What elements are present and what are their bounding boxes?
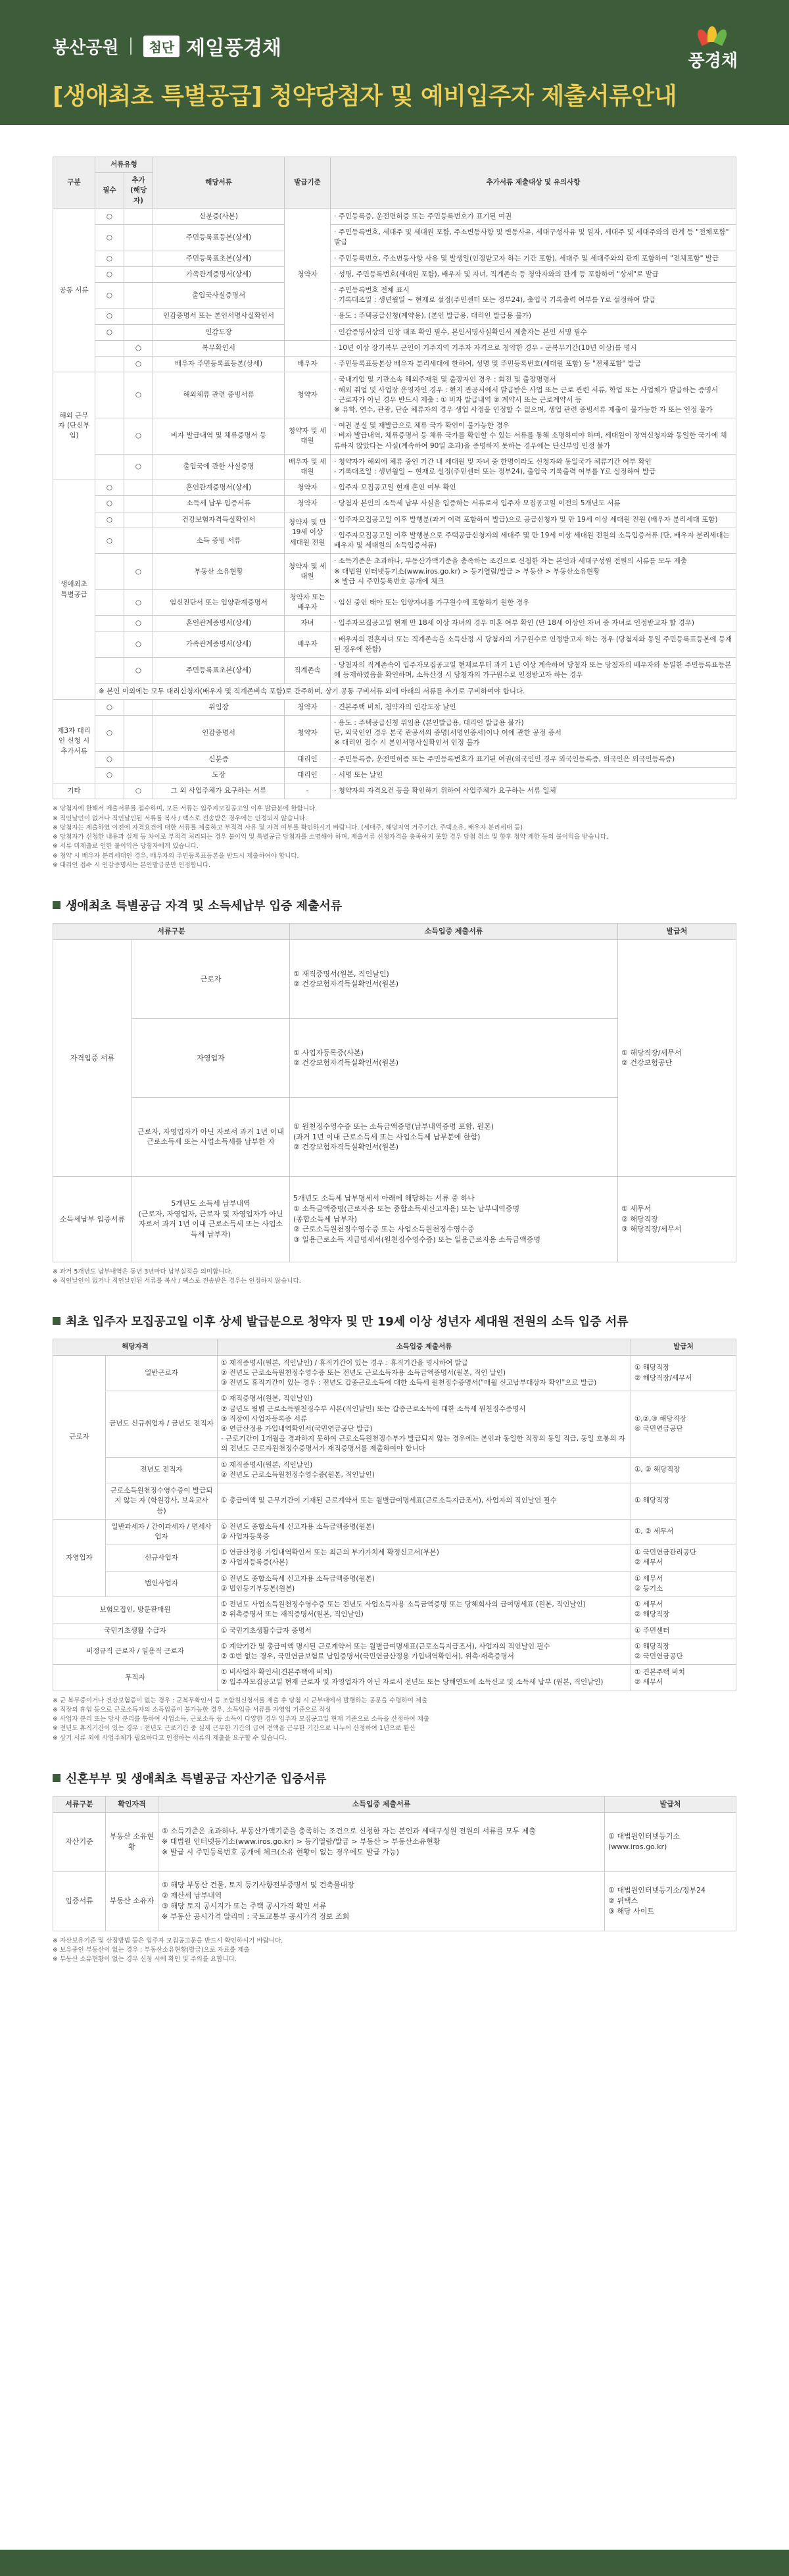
required-docs: ① 국민기초생활수급자 증명서 xyxy=(218,1623,631,1639)
table-row xyxy=(53,554,736,590)
mandatory-mark xyxy=(95,783,124,799)
th4-docs: 소득입증 제출서류 xyxy=(158,1796,605,1812)
mandatory-mark xyxy=(95,418,124,455)
th-type: 서류유형 xyxy=(95,157,153,173)
mandatory-mark xyxy=(95,632,124,657)
required-docs: ① 재직증명서(원본, 직인날인) ② 금년도 월별 근로소득원천징수부 사본(직인날인) 또는 갑종근로소득에 대한 소득세 원천징수증명서 ③ 직장에 사업자등록증 서류 ④ 연금산정용 가입내역확인서(국민연금공단 발급) - 근로기간이 1개월을 경과하지 못하여 근로소득원천징수부가 발급되지 않는 경우에는 본인과 동일한 직장의 동일 직급, 동일 호봉의 자의 전년도 근로자원천징수증명서가 재직증명서를 제출하여야 합니다 xyxy=(218,1391,631,1457)
document-name: 혼인관계증명서(상세) xyxy=(153,616,285,632)
th-issuer: 발급기준 xyxy=(285,157,331,209)
document-name: 비자 발급내역 및 체류증명서 등 xyxy=(153,418,285,455)
issuer: ① 주민센터 xyxy=(631,1623,736,1639)
table-row xyxy=(53,1871,736,1931)
table-row xyxy=(53,658,736,683)
required-docs: ① 해당 부동산 건물, 토지 등기사항전부증명서 및 건축물대장 ② 재산세 납부내역 ③ 해당 토지 공시지가 또는 주택 공시가격 확인 서류 ※ 부동산 공시가격 알리미 : 국토교통부 공시가격 정보 조회 xyxy=(158,1871,605,1931)
mandatory-mark: ○ xyxy=(95,699,124,715)
mandatory-mark xyxy=(95,454,124,480)
required-docs: ① 소득기준은 초과하나, 부동산가액기준을 충족하는 조건으로 신청한 자는 본인과 세대구성원 전원의 서류를 모두 제출 ※ 대법원 인터넷등기소(www.iros.go.kr) > 등기열람/발급 > 부동산 > 부동산소유현황 ※ 발급 시 주민등록번호 공개에 체크(소유 현황이 없는 경우에도 발급 가능) xyxy=(158,1812,605,1871)
issuer: ① 견본주택 비치 ② 세무서 xyxy=(631,1665,736,1691)
requirement-note: · 10년 이상 장기복무 군인이 거주지역 거주자 자격으로 청약한 경우 - 군복무기간(10년 이상)를 명시 xyxy=(331,340,736,356)
mandatory-mark: ○ xyxy=(95,528,124,553)
mandatory-mark xyxy=(95,357,124,372)
note-line: ※ 직인날인이 없거나 직인날인된 서류를 복사 / 팩스로 전송받은 경우는 인정하지 않습니다. xyxy=(53,1277,301,1285)
qualification-type: 부동산 소유현황 xyxy=(106,1812,158,1871)
requirement-note: · 주민등록증, 운전면허증 또는 주민등록번호가 표기된 여권(외국인인 경우 외국인등록증, 외국인은 외국인등록증) xyxy=(331,751,736,767)
document-name: 인감증명서 또는 본인서명사실확인서 xyxy=(153,309,285,324)
additional-mark: ○ xyxy=(124,616,153,632)
issuer: - xyxy=(285,783,331,799)
additional-mark xyxy=(124,528,153,553)
document-name: 배우자 주민등록표등본(상세) xyxy=(153,357,285,372)
asset-table xyxy=(53,1796,736,1931)
mandatory-mark xyxy=(95,340,124,356)
table-row xyxy=(53,1812,736,1871)
table-row xyxy=(53,1639,736,1664)
requirement-note: · 입주자모집공고일 이후 발행분(과거 이력 포함하여 발급)으로 공급신청자 및 만 19세 이상 세대원 전원 (배우자 분리세대 포함) xyxy=(331,512,736,528)
additional-mark: ○ xyxy=(124,658,153,683)
table-row xyxy=(53,1391,736,1457)
issuer: 청약자 및 세대원 xyxy=(285,418,331,455)
additional-mark: ○ xyxy=(124,454,153,480)
additional-mark: ○ xyxy=(124,418,153,455)
additional-mark: ○ xyxy=(124,372,153,418)
document-name: 주민등록표초본(상세) xyxy=(153,658,285,683)
th-doc: 해당서류 xyxy=(153,157,285,209)
additional-mark: ○ xyxy=(124,554,153,590)
note-line: ※ 사업자 분리 또는 당사 분리를 통하여 사업소득, 근로소득 등 소득이 다양한 경우 입주자 모집공고일 현재 기준으로 소득을 산정하여 제출 xyxy=(53,1716,430,1723)
table-row xyxy=(53,251,736,266)
issuer: 배우자 xyxy=(285,632,331,657)
required-docs: ① 재직증명서(원본, 직인날인) ② 전년도 근로소득원천징수영수증(원본, 직인날인) xyxy=(218,1457,631,1483)
qualification-type: 일반근로자 xyxy=(106,1355,218,1391)
page-title: [생애최초 특별공급] 청약당첨자 및 예비입주자 제출서류안내 xyxy=(53,83,677,110)
issuer: ①, ② 해당직장 xyxy=(631,1457,736,1483)
note-line: ※ 당첨자가 신청한 내용과 실제 등 차이로 부적격 처리되는 경우 불이익 및 특별공급 당첨자를 소명해야 하며, 제출서류 신청자격을 충족하지 못할 경우 당첨 취소 및 향후 청약 제한 등의 불이익을 받습니다. xyxy=(53,833,608,841)
additional-mark xyxy=(124,209,153,224)
table-row xyxy=(53,1597,736,1623)
content xyxy=(0,125,789,1965)
additional-mark xyxy=(124,767,153,783)
required-docs: ① 전년도 종합소득세 신고자용 소득금액증명(원본) ② 법인등기부등본(원본) xyxy=(218,1571,631,1597)
qualification-type: 일반과세자 / 간이과세자 / 면세사업자 xyxy=(106,1519,218,1545)
table-row xyxy=(53,683,736,699)
issuer: ① 대법원인터넷등기소 (www.iros.go.kr) xyxy=(605,1812,736,1871)
requirement-note: · 인감증명서상의 인장 대조 확인 필수, 본인서명사실확인서 제출자는 본인 서명 필수 xyxy=(331,324,736,340)
additional-mark: ○ xyxy=(124,632,153,657)
issuer: 직계존속 xyxy=(285,658,331,683)
document-name: 출입국사실증명서 xyxy=(153,282,285,308)
note-line: ※ 직장의 휴업 등으로 근로소득자의 소득입증이 불가능한 경우, 소득입증 서류를 자영업 기준으로 작성 xyxy=(53,1706,331,1714)
required-docs: ① 총급여액 및 근무기간이 기재된 근로계약서 또는 월별급여명세표(근로소득지급조서), 사업자의 직인날인 필수 xyxy=(218,1483,631,1520)
note-line: ※ 군 복무중이거나 건강보험증이 없는 경우 : 군복무확인서 등 조합원신청서를 제출 후 당첨 시 군부대에서 발행하는 공문을 수령하여 제출 xyxy=(53,1697,428,1704)
table-row xyxy=(53,1571,736,1597)
group-label: 공통 서류 xyxy=(53,209,95,372)
requirement-note: · 당첨자의 직계존속이 입주자모집공고일 현재로부터 과거 1년 이상 계속하여 당첨자 또는 당첨자의 배우자와 동일한 주민등록표등본에 등재하였음을 확인하며, 소득산정 시 당첨자의 가구원수로 인정받고자 하는 경우 xyxy=(331,658,736,683)
th3-docs: 소득입증 제출서류 xyxy=(218,1339,631,1355)
mandatory-mark: ○ xyxy=(95,715,124,751)
qualification-type: 무직자 xyxy=(53,1665,218,1691)
header-divider xyxy=(130,37,132,55)
mandatory-mark: ○ xyxy=(95,309,124,324)
table-row xyxy=(53,699,736,715)
mandatory-mark xyxy=(95,658,124,683)
issuer: ① 국민연금관리공단 ② 세무서 xyxy=(631,1545,736,1571)
mandatory-mark: ○ xyxy=(95,496,124,512)
additional-mark xyxy=(124,282,153,308)
logo-text: 풍경채 xyxy=(688,51,738,71)
table-row xyxy=(53,324,736,340)
note-line: ※ 당첨자는 제출하였 이전에 자격요건에 대한 서류를 제출하고 부적격 사유 및 자격 여부를 확인하시기 바랍니다. (세대주, 해당지역 거주기간, 주택소유, 배우자 분리세대 등) xyxy=(53,824,523,831)
mandatory-mark: ○ xyxy=(95,266,124,282)
requirement-note: · 주민등록표등본상 배우자 분리세대에 한하여, 성명 및 주민등록번호(세대원 포함) 등 "전체포함" 발급 xyxy=(331,357,736,372)
note-line: ※ 대리인 접수 시 인감증명서는 본인발급분만 인정합니다. xyxy=(53,861,211,869)
documents-table xyxy=(53,157,736,799)
mandatory-mark: ○ xyxy=(95,209,124,224)
footer-band xyxy=(0,2550,789,2576)
issuer: 청약자 및 세대원 xyxy=(285,554,331,590)
th-mandatory: 필수 xyxy=(95,173,124,209)
mandatory-mark xyxy=(95,590,124,616)
table-row xyxy=(53,372,736,418)
th4-target: 확인자격 xyxy=(106,1796,158,1812)
issuer: ① 해당직장 xyxy=(631,1483,736,1520)
additional-mark: ○ xyxy=(124,340,153,356)
qualification-type: 근로자 xyxy=(132,939,290,1018)
table4-notes xyxy=(53,1937,736,1965)
table-row xyxy=(53,282,736,308)
notice-row: ※ 본인 이외에는 모두 대리신청자(배우자 및 직계존비속 포함)로 간주하며, 상기 공통 구비서류 외에 아래의 서류를 추가로 구비하여야 합니다. xyxy=(95,683,736,699)
requirement-note: · 주민등록번호, 주소변동사항 사유 및 발생일(인정받고자 하는 기간 포함), 세대주 및 세대주와의 관계 포함하여 "전체포함" 발급 xyxy=(331,251,736,266)
th3-issuer: 발급처 xyxy=(631,1339,736,1355)
additional-mark xyxy=(124,251,153,266)
additional-mark xyxy=(124,699,153,715)
note-line: ※ 당첨자에 한해서 제출서류를 접수하며, 모든 서류는 입주자모집공고일 이후 발급분에 한합니다. xyxy=(53,805,318,813)
requirement-note: · 여권 분실 및 재발급으로 체류 국가 확인이 불가능한 경우 · 비자 발급내역, 체류증명서 등 체류 국가를 확인할 수 있는 서류를 통해 소명하여야 하며, 세대원이 장역신청자와 동일한 국가에 체류하지 않았다는 사실(계속하여 90일 초과)을 증명하지 못하는 경우에는 단신부임 인정 불가 xyxy=(331,418,736,455)
square-bullet-icon xyxy=(53,1774,60,1782)
mandatory-mark xyxy=(95,372,124,418)
requirement-note: · 견본주택 비치, 청약자의 인감도장 날인 xyxy=(331,699,736,715)
qualification-type: 법인사업자 xyxy=(106,1571,218,1597)
document-name: 복무확인서 xyxy=(153,340,285,356)
section2-title: 생애최초 특별공급 자격 및 소득세납부 입증 제출서류 xyxy=(53,897,736,914)
header-badge: 첨단 xyxy=(143,36,179,57)
header-org: 봉산공원 xyxy=(53,37,119,58)
requirement-note: · 국내기업 및 기관소속 해외주재원 및 출장자인 경우 : 회전 및 출장명령서 · 해외 취업 및 사업장 운영자인 경우 : 현지 관공서에서 발급받은 사업 또는 근로 관련 서류, 학업 또는 사업체가 발급하는 증명서 · 근로자가 아닌 경우 반드시 제출 : ① 비자 발급내역 ② 계약서 또는 근로계약서 등 ※ 유학, 연수, 관광, 단순 체류자의 경우 생업 사정을 인정할 수 없으며, 생업 관련 증빙서류 제출이 불가능한 자 또는 인정 불가 xyxy=(331,372,736,418)
income-table xyxy=(53,1339,736,1691)
group-label: 해외 근무자 (단신부임) xyxy=(53,372,95,480)
issuer xyxy=(285,340,331,356)
issuer: 청약자 xyxy=(285,209,331,340)
table-row xyxy=(53,266,736,282)
qualification-type: 보험모집인, 방문판매원 xyxy=(53,1597,218,1623)
issuer: 배우자 xyxy=(285,357,331,372)
requirement-note: · 청약자가 해외에 체류 중인 기간 내 세대원 및 자녀 중 한명이라도 신청자와 동일국가 체류기간 여부 확인 · 기록대조일 : 생년월일 ~ 현재로 설정(주민센터 또는 정부24), 출입국 기록출력 여부를 Y로 설정하여 발급 xyxy=(331,454,736,480)
qualification-type: 비정규직 근로자 / 일용직 근로자 xyxy=(53,1639,218,1664)
table-row xyxy=(53,1545,736,1571)
additional-mark xyxy=(124,266,153,282)
requirement-note: · 입주자모집공고일 이후 발행분으로 주택공급신청자의 세대주 및 만 19세 이상 세대원 전원의 소득입증서류 (단, 배우자 분리세대는 배우자 및 세대원의 소득입증서류) xyxy=(331,528,736,553)
th4-type: 서류구분 xyxy=(53,1796,106,1812)
group-label: 기타 xyxy=(53,783,95,799)
square-bullet-icon xyxy=(53,901,60,909)
mandatory-mark: ○ xyxy=(95,751,124,767)
qualification-table xyxy=(53,923,736,1262)
group-label: 자격입증 서류 xyxy=(53,939,132,1176)
leaf-icon xyxy=(694,26,731,45)
document-name: 주민등록표초본(상세) xyxy=(153,251,285,266)
mandatory-mark: ○ xyxy=(95,225,124,251)
required-docs: ① 전년도 종합소득세 신고자용 소득금액증명(원본) ② 사업자등록증 xyxy=(218,1519,631,1545)
qualification-type: 근로소득원천징수영수증이 발급되지 않는 자 (학원강사, 보육교사 등) xyxy=(106,1483,218,1520)
qualification-type: 전년도 전직자 xyxy=(106,1457,218,1483)
document-name: 신분증 xyxy=(153,751,285,767)
additional-mark xyxy=(124,496,153,512)
table-row xyxy=(53,1355,736,1391)
mandatory-mark xyxy=(95,554,124,590)
required-docs: ① 전년도 사업소득원천징수영수증 또는 전년도 사업소득자용 소득금액증명 또는 당해회사의 급여명세표 (원본, 직인날인) ② 위촉증명서 또는 재직증명서(원본, 직인날인) xyxy=(218,1597,631,1623)
issuer: 청약자 또는 배우자 xyxy=(285,590,331,616)
document-name: 부동산 소유현황 xyxy=(153,554,285,590)
table-row xyxy=(53,1665,736,1691)
document-name: 인감증명서 xyxy=(153,715,285,751)
additional-mark: ○ xyxy=(124,590,153,616)
document-name: 위임장 xyxy=(153,699,285,715)
table-row xyxy=(53,751,736,767)
document-name: 해외체류 관련 증빙서류 xyxy=(153,372,285,418)
table-row xyxy=(53,1623,736,1639)
required-docs: ① 비사업자 확인서(견본주택에 비치) ② 입주자모집공고일 현재 근로자 및 자영업자가 아닌 자로서 전년도 또는 당해연도에 소득신고 및 소득세 납부 (원본, 직인날인) xyxy=(218,1665,631,1691)
mandatory-mark xyxy=(95,616,124,632)
issuer: ① 해당직장 ② 해당직장/세무서 xyxy=(631,1355,736,1391)
requirement-note: · 임신 중인 태아 또는 입양자녀를 가구원수에 포함하기 원한 경우 xyxy=(331,590,736,616)
table-row xyxy=(53,783,736,799)
group-label: 자영업자 xyxy=(53,1519,106,1597)
qualification-type: 국민기초생활 수급자 xyxy=(53,1623,218,1639)
table-row xyxy=(53,939,736,1018)
additional-mark xyxy=(124,512,153,528)
group-label: 소득세납부 입증서류 xyxy=(53,1176,132,1262)
issuer: 대리인 xyxy=(285,751,331,767)
issuer: 청약자 xyxy=(285,496,331,512)
issuer: ①, ② 세무서 xyxy=(631,1519,736,1545)
document-name: 신분증(사본) xyxy=(153,209,285,224)
requirement-note: · 주민등록번호, 세대주 및 세대원 포함, 주소변동사항 및 변동사유, 세대구성사유 및 일자, 세대주 및 세대주와의 관계 등 "전체포함" 발급 xyxy=(331,225,736,251)
note-line: ※ 자산보유기준 및 산정방법 등은 입주자 모집공고문을 반드시 확인하시기 바랍니다. xyxy=(53,1937,283,1944)
additional-mark xyxy=(124,480,153,496)
section4-title: 신혼부부 및 생애최초 특별공급 자산기준 입증서류 xyxy=(53,1770,736,1787)
required-docs: 5개년도 소득세 납부명세서 아래에 해당하는 서류 중 하나 ① 소득금액증명(근로자용 또는 종합소득세신고자용) 또는 납부내역증명 (종합소득세 납부자) ② 근로소득원천징수영수증 또는 사업소득원천징수영수증 ③ 일용근로소득 지급명세서(원천징수영수증) 또는 일용근로자용 소득금액증명 xyxy=(290,1176,618,1262)
additional-mark xyxy=(124,715,153,751)
brand-logo xyxy=(688,26,738,72)
note-line: ※ 부동산 소유현황이 없는 경우 신청 시에 확인 및 주의를 요합니다. xyxy=(53,1956,237,1964)
document-name: 가족관계증명서(상세) xyxy=(153,632,285,657)
additional-mark: ○ xyxy=(124,357,153,372)
table-row xyxy=(53,496,736,512)
document-name: 혼인관계증명서(상세) xyxy=(153,480,285,496)
mandatory-mark: ○ xyxy=(95,324,124,340)
document-category: 입증서류 xyxy=(53,1871,106,1931)
additional-mark xyxy=(124,751,153,767)
mandatory-mark: ○ xyxy=(95,767,124,783)
group-label: 제3자 대리인 신청 시 추가서류 xyxy=(53,699,95,783)
note-line: ※ 과거 5개년도 납부내역은 동년 3년마다 납부실적을 의미합니다. xyxy=(53,1268,233,1276)
th3-type: 해당자격 xyxy=(53,1339,218,1355)
table-row xyxy=(53,590,736,616)
header xyxy=(0,0,789,125)
mandatory-mark: ○ xyxy=(95,282,124,308)
mandatory-mark: ○ xyxy=(95,251,124,266)
document-name: 그 외 사업주체가 요구하는 서류 xyxy=(153,783,285,799)
additional-mark xyxy=(124,324,153,340)
issuer: 청약자 xyxy=(285,715,331,751)
th-div: 구분 xyxy=(53,157,95,209)
requirement-note: · 성명, 주민등록번호(세대원 포함), 배우자 및 자녀, 직계존속 등 청약자와의 관계 등 포함하여 "상세"로 발급 xyxy=(331,266,736,282)
required-docs: ① 재직증명서(원본, 직인날인) ② 건강보험자격득실확인서(원본) xyxy=(290,939,618,1018)
issuer: 대리인 xyxy=(285,767,331,783)
table-row xyxy=(53,715,736,751)
issuer: 배우자 및 세대원 xyxy=(285,454,331,480)
th2-docs: 소득입증 제출서류 xyxy=(290,924,618,940)
requirement-note: · 용도 : 주택공급신청(계약용), (본인 발급용, 대리인 발급용 불가) xyxy=(331,309,736,324)
requirement-note: · 당첨자 본인의 소득세 납부 사실을 입증하는 서류로서 입주자 모집공고일 이전의 5개년도 서류 xyxy=(331,496,736,512)
table-row xyxy=(53,1483,736,1520)
table-row xyxy=(53,632,736,657)
table-row xyxy=(53,528,736,553)
th2-issuer: 발급처 xyxy=(618,924,736,940)
note-line: ※ 보유중인 부동산이 없는 경우 : 부동산소유현황(발급)으로 자료를 제출 xyxy=(53,1946,250,1954)
table-row xyxy=(53,1176,736,1262)
note-line: ※ 직인날인이 없거나 직인날인된 서류를 복사 / 팩스로 전송받은 경우에는 인정되지 않습니다. xyxy=(53,814,307,822)
required-docs: ① 재직증명서(원본, 직인날인) / 휴직기간이 있는 경우 : 휴직기간을 명시하여 발급 ② 전년도 근로소득원천징수영수증 또는 전년도 근로소득자용 소득금액증명서(원본, 직인 날인) ③ 전년도 휴직기간이 있는 경우 : 전년도 갑종근로소득에 대한 소득세 원천징수증명서("매월 신고납부대상자 확인"으로 발급) xyxy=(218,1355,631,1391)
requirement-note: · 주민등록번호 전체 표시 · 기록대조일 : 생년월일 ~ 현재로 설정(주민센터 또는 정부24), 출입국 기록출력 여부를 Y로 설정하여 발급 xyxy=(331,282,736,308)
issuer: ① 세무서 ② 등기소 xyxy=(631,1571,736,1597)
issuer: 청약자 xyxy=(285,480,331,496)
th4-issuer: 발급처 xyxy=(605,1796,736,1812)
table-row xyxy=(53,418,736,455)
th-note: 추가서류 제출대상 및 유의사항 xyxy=(331,157,736,209)
issuer: ① 해당직장 ② 국민연금공단 xyxy=(631,1639,736,1664)
table2-notes xyxy=(53,1268,736,1287)
qualification-type: 자영업자 xyxy=(132,1018,290,1097)
issuer: ①,②,③ 해당직장 ④ 국민연금공단 xyxy=(631,1391,736,1457)
document-name: 소득 증빙 서류 xyxy=(153,528,285,553)
issuer: ① 세무서 ② 해당직장 xyxy=(631,1597,736,1623)
note-line: ※ 상기 서류 외에 사업주체가 필요하다고 인정하는 서류의 제출을 요구할 수 있습니다. xyxy=(53,1734,287,1742)
note-line: ※ 전년도 휴직기간이 있는 경우 : 전년도 근로기간 중 실제 근무한 기간의 급여 전액을 근무한 기간으로 나누어 산정하여 1년으로 환산 xyxy=(53,1725,416,1733)
table-row xyxy=(53,225,736,251)
requirement-note: · 입주자 모집공고일 현재 혼인 여부 확인 xyxy=(331,480,736,496)
requirement-note: · 용도 : 주택공급신청 위임용 (본인발급용, 대리인 발급용 불가) 단, 외국인인 경우 본국 관공서의 증명(서명인증서)이나 이에 관한 공정 증서 ※ 대리인 접수 시 본인서명사실확인서 인정 불가 xyxy=(331,715,736,751)
table-row xyxy=(53,309,736,324)
th2-type: 서류구분 xyxy=(53,924,290,940)
document-category: 자산기준 xyxy=(53,1812,106,1871)
requirement-note: · 입주자모집공고일 현재 만 18세 이상 자녀의 경우 미혼 여부 확인 (만 18세 이상인 자녀 중 자녀로 인정받고자 할 경우) xyxy=(331,616,736,632)
table-row xyxy=(53,616,736,632)
table-row xyxy=(53,512,736,528)
mandatory-mark: ○ xyxy=(95,480,124,496)
document-name: 건강보험자격득실확인서 xyxy=(153,512,285,528)
table-row xyxy=(53,1457,736,1483)
table-row xyxy=(53,480,736,496)
group-label: 생애최초 특별공급 xyxy=(53,480,95,700)
required-docs: ① 연금산정용 가입내역확인서 또는 최근의 부가가치세 확정신고서(부본) ② 사업자등록증(사본) xyxy=(218,1545,631,1571)
requirement-note: · 주민등록증, 운전면허증 또는 주민등록번호가 표기된 여권 xyxy=(331,209,736,224)
issuer: ① 해당직장/세무서 ② 건강보험공단 xyxy=(618,939,736,1176)
requirement-note: · 배우자의 전혼자녀 또는 직계존속을 소득산정 시 당첨자의 가구원수로 인정받고자 하는 경우 (당첨자와 동일 주민등록표등본에 등재된 경우에 한함) xyxy=(331,632,736,657)
required-docs: ① 사업자등록증(사본) ② 건강보험자격득실확인서(원본) xyxy=(290,1018,618,1097)
table-row xyxy=(53,767,736,783)
issuer: 자녀 xyxy=(285,616,331,632)
header-title: 제일풍경채 xyxy=(186,37,282,60)
table1-notes xyxy=(53,805,736,870)
issuer: ① 세무서 ② 해당직장 ③ 해당직장/세무서 xyxy=(618,1176,736,1262)
additional-mark: ○ xyxy=(124,783,153,799)
document-name: 소득세 납부 입증서류 xyxy=(153,496,285,512)
square-bullet-icon xyxy=(53,1317,60,1325)
qualification-type: 부동산 소유자 xyxy=(106,1871,158,1931)
document-name: 인감도장 xyxy=(153,324,285,340)
requirement-note: · 청약자의 자격요건 등을 확인하기 위하여 사업주체가 요구하는 서류 일체 xyxy=(331,783,736,799)
additional-mark xyxy=(124,309,153,324)
document-name: 주민등록표등본(상세) xyxy=(153,225,285,251)
qualification-type: 5개년도 소득세 납부내역 (근로자, 자영업자, 근로자 및 자영업자가 아닌 자로서 과거 1년 이내 근로소득세 또는 사업소득세 납부자) xyxy=(132,1176,290,1262)
table3-notes xyxy=(53,1697,736,1743)
section3-title: 최초 입주자 모집공고일 이후 상세 발급분으로 청약자 및 만 19세 이상 성년자 세대원 전원의 소득 입증 서류 xyxy=(53,1312,736,1329)
table-row xyxy=(53,209,736,224)
mandatory-mark: ○ xyxy=(95,512,124,528)
additional-mark xyxy=(124,225,153,251)
note-line: ※ 청약 시 배우자 분리세대인 경우, 배우자의 주민등록표등본을 반드시 제출하여야 합니다. xyxy=(53,852,299,860)
qualification-type: 신규사업자 xyxy=(106,1545,218,1571)
document-name: 도장 xyxy=(153,767,285,783)
issuer: ① 대법원인터넷등기소/정부24 ② 위택스 ③ 해당 사이트 xyxy=(605,1871,736,1931)
issuer: 청약자 xyxy=(285,699,331,715)
qualification-type: 금년도 신규취업자 / 금년도 전직자 xyxy=(106,1391,218,1457)
table-row xyxy=(53,357,736,372)
requirement-note: · 서명 또는 날인 xyxy=(331,767,736,783)
qualification-type: 근로자, 자영업자가 아닌 자로서 과거 1년 이내 근로소득세 또는 사업소득세를 납부한 자 xyxy=(132,1097,290,1176)
table-row xyxy=(53,340,736,356)
issuer: 청약자 및 만 19세 이상 세대원 전원 xyxy=(285,512,331,554)
document-name: 출입국에 관한 사실증명 xyxy=(153,454,285,480)
required-docs: ① 계약기간 및 총급여액 명시된 근로계약서 또는 월별급여명세표(근로소득지급조서), 사업자의 직인날인 필수 ② ①번 없는 경우, 국민연금보험료 납입증명서(국민연금산정용 가입내역확인서), 위촉·재촉증명서 xyxy=(218,1639,631,1664)
note-line: ※ 서류 미제출로 인한 불이익은 당첨자에게 있습니다. xyxy=(53,843,199,851)
document-name: 임신진단서 또는 입양관계증명서 xyxy=(153,590,285,616)
issuer: 청약자 xyxy=(285,372,331,418)
requirement-note: · 소득기준은 초과하나, 부동산가액기준을 충족하는 조건으로 신청한 자는 본인과 세대구성원 전원의 서류를 모두 제출 ※ 대법원 인터넷등기소(www.iros.go.kr) > 등기열람/발급 > 부동산 > 부동산소유현황 ※ 발급 시 주민등록번호 공개에 체크 xyxy=(331,554,736,590)
group-label: 근로자 xyxy=(53,1355,106,1519)
required-docs: ① 원천징수영수증 또는 소득금액증명(납부내역증명 포함, 원본) (과거 1년 이내 근로소득세 또는 사업소득세 납부분에 한함) ② 건강보험자격득실확인서(원본) xyxy=(290,1097,618,1176)
document-name: 가족관계증명서(상세) xyxy=(153,266,285,282)
table-row xyxy=(53,454,736,480)
table-row xyxy=(53,1519,736,1545)
th-additional: 추가 (해당자) xyxy=(124,173,153,209)
